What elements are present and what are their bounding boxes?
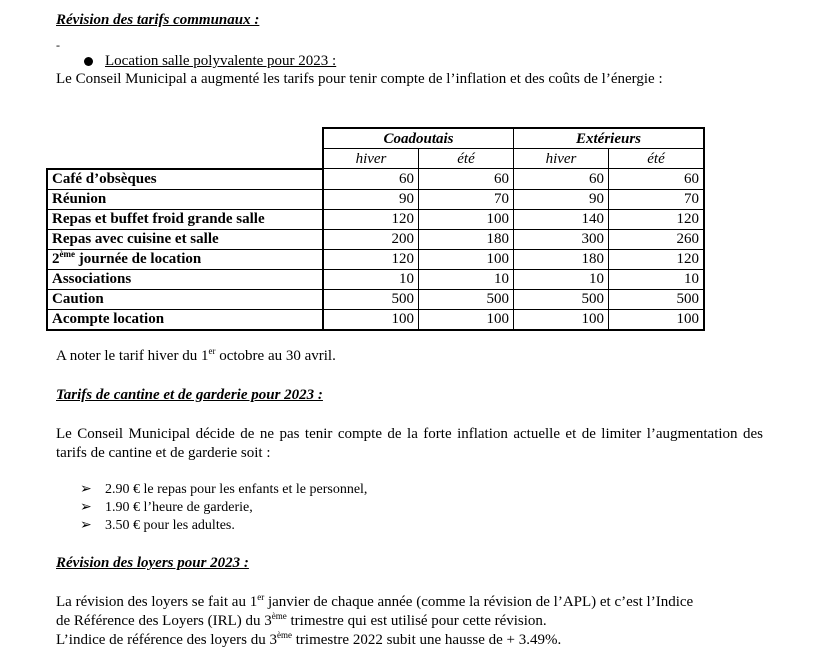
table-cell: 200: [323, 229, 419, 249]
note-sup: er: [208, 346, 216, 356]
section-title-tarifs: Révision des tarifs communaux :: [56, 12, 260, 28]
table-cell: 140: [514, 209, 609, 229]
loyers-text: La révision des loyers se fait au 1: [56, 594, 258, 610]
loyers-line-3: [56, 631, 561, 649]
table-row: [47, 269, 704, 289]
note-text: A noter le tarif hiver du 1: [56, 348, 209, 364]
table-cell: 100: [419, 209, 514, 229]
row-label-sup: ème: [59, 249, 75, 259]
table-cell: 180: [419, 229, 514, 249]
group-header-coadoutais: Coadoutais: [323, 128, 514, 149]
table-row: [47, 289, 704, 309]
table-row: [47, 189, 704, 209]
season-header: été: [419, 149, 514, 169]
table-cell: 10: [514, 269, 609, 289]
table-cell: 60: [609, 169, 705, 190]
bullet-icon: [84, 57, 93, 66]
table-cell: 100: [419, 249, 514, 269]
loyers-line-1: [56, 593, 693, 611]
table-cell: 60: [514, 169, 609, 190]
table-cell: 120: [609, 249, 705, 269]
arrow-bullet-icon: ➢: [80, 482, 92, 497]
table-row: [47, 249, 704, 269]
note-text-end: octobre au 30 avril.: [215, 348, 336, 364]
list-item: 2.90 € le repas pour les enfants et le personnel,: [105, 482, 368, 497]
table-cell: 70: [419, 189, 514, 209]
tarifs-table: [46, 127, 705, 331]
table-cell: 90: [514, 189, 609, 209]
season-header: été: [609, 149, 705, 169]
table-header-groups: [47, 128, 704, 149]
list-item: 1.90 € l’heure de garderie,: [105, 500, 253, 515]
intro-paragraph: Le Conseil Municipal a augmenté les tarifs pour tenir compte de l’inflation et des coûts de l’énergie :: [56, 71, 663, 87]
table-cell: 10: [609, 269, 705, 289]
table-cell: 10: [323, 269, 419, 289]
section-title-loyers: Révision des loyers pour 2023 :: [56, 555, 249, 571]
table-cell: 180: [514, 249, 609, 269]
row-label: Caution: [47, 289, 323, 309]
row-label: Repas et buffet froid grande salle: [47, 209, 323, 229]
group-header-exterieurs: Extérieurs: [514, 128, 705, 149]
table-cell: 100: [514, 309, 609, 330]
winter-note: [56, 347, 336, 365]
table-cell: 100: [609, 309, 705, 330]
loyers-text: trimestre 2022 subit une hausse de + 3.49%.: [292, 632, 562, 648]
table-cell: 500: [514, 289, 609, 309]
table-cell: 100: [419, 309, 514, 330]
loyers-sup: ème: [271, 611, 287, 621]
table-row: [47, 229, 704, 249]
table-cell: 500: [323, 289, 419, 309]
table-cell: 100: [323, 309, 419, 330]
row-label: Associations: [47, 269, 323, 289]
table-row: [47, 309, 704, 330]
dash-marker: -: [56, 38, 60, 52]
row-label: Café d’obsèques: [47, 169, 323, 190]
table-cell: 70: [609, 189, 705, 209]
arrow-bullet-icon: ➢: [80, 500, 92, 515]
table-cell: 120: [323, 249, 419, 269]
table-row: [47, 169, 704, 190]
table-cell: 500: [609, 289, 705, 309]
table-cell: 120: [323, 209, 419, 229]
loyers-line-2: [56, 612, 547, 630]
table-cell: 60: [419, 169, 514, 190]
section-title-cantine: Tarifs de cantine et de garderie pour 2023 :: [56, 387, 323, 403]
table-cell: 10: [419, 269, 514, 289]
loyers-text: janvier de chaque année (comme la révision de l’APL) et c’est l’Indice: [264, 594, 694, 610]
arrow-bullet-icon: ➢: [80, 518, 92, 533]
row-label: [47, 249, 323, 269]
loyers-text: trimestre qui est utilisé pour cette révision.: [286, 613, 547, 629]
table-cell: 260: [609, 229, 705, 249]
cantine-paragraph: Le Conseil Municipal décide de ne pas tenir compte de la forte inflation actuelle et de limiter l’augmentation des tarifs de cantine et de garderie soit :: [56, 426, 763, 461]
table-row: [47, 209, 704, 229]
table-cell: 120: [609, 209, 705, 229]
loyers-sup: er: [257, 592, 265, 602]
table-cell: 90: [323, 189, 419, 209]
bullet-location-salle: Location salle polyvalente pour 2023 :: [105, 53, 337, 69]
season-header: hiver: [323, 149, 419, 169]
table-header-seasons: [47, 149, 704, 169]
table-cell: 300: [514, 229, 609, 249]
season-header: hiver: [514, 149, 609, 169]
row-label-number: 2: [52, 251, 60, 267]
table-cell: 500: [419, 289, 514, 309]
row-label: Acompte location: [47, 309, 323, 330]
list-item: 3.50 € pour les adultes.: [105, 518, 235, 533]
row-label-rest: journée de location: [75, 251, 202, 267]
table-cell: 60: [323, 169, 419, 190]
row-label: Repas avec cuisine et salle: [47, 229, 323, 249]
loyers-text: L’indice de référence des loyers du 3: [56, 632, 278, 648]
row-label: Réunion: [47, 189, 323, 209]
loyers-sup: ème: [277, 630, 293, 640]
loyers-text: de Référence des Loyers (IRL) du 3: [56, 613, 272, 629]
